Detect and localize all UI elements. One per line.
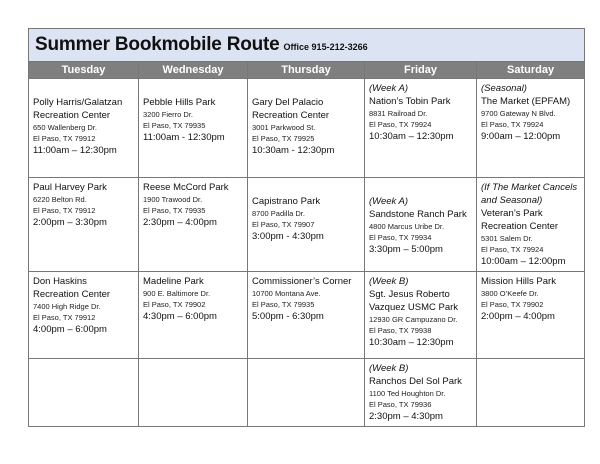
stop-city: El Paso, TX 79935	[143, 121, 206, 130]
stop-cell	[365, 359, 477, 427]
stop-street: 1100 Ted Houghton Dr.	[369, 389, 446, 398]
stop-city: El Paso, TX 79924	[369, 120, 432, 129]
stop-name: Polly Harris/Galatzan Recreation Center	[33, 97, 123, 121]
stop-cell	[29, 178, 139, 272]
stop-time: 11:00am – 12:30pm	[33, 145, 117, 156]
stop-cell	[365, 272, 477, 359]
stop-time: 2:30pm – 4:30pm	[369, 411, 443, 422]
stop-name: Commissioner’s Corner	[252, 276, 352, 287]
stop-name: Sgt. Jesus Roberto Vazquez USMC Park	[369, 289, 459, 313]
stop-name: Mission Hills Park	[481, 276, 556, 287]
stop-cell	[365, 79, 477, 178]
stop-city: El Paso, TX 79912	[33, 134, 96, 143]
stop-street: 1900 Trawood Dr.	[143, 195, 203, 204]
title-row	[29, 29, 585, 62]
stop-cell	[248, 272, 365, 359]
schedule-sheet	[28, 28, 584, 427]
stop-note: (Week B)	[369, 363, 409, 374]
day-header-tuesday: Tuesday	[29, 62, 139, 79]
stop-city: El Paso, TX 79934	[369, 233, 432, 242]
stop-street: 9700 Gateway N Blvd.	[481, 109, 556, 118]
stop-street: 6220 Belton Rd.	[33, 195, 87, 204]
stop-name: Gary Del Palacio Recreation Center	[252, 97, 330, 121]
stop-time: 10:30am - 12:30pm	[252, 145, 335, 156]
stop-name: Sandstone Ranch Park	[369, 209, 467, 220]
stop-name: Ranchos Del Sol Park	[369, 376, 462, 387]
stop-street: 900 E. Baltimore Dr.	[143, 289, 211, 298]
stop-city: El Paso, TX 79936	[369, 400, 432, 409]
stop-note: (Week A)	[369, 83, 409, 94]
stop-note: (If The Market Cancels and Seasonal)	[481, 182, 578, 206]
empty-cell	[477, 359, 585, 427]
stop-cell	[139, 178, 248, 272]
stop-street: 8831 Railroad Dr.	[369, 109, 428, 118]
stop-street: 3200 Fierro Dr.	[143, 110, 194, 119]
stop-city: El Paso, TX 79912	[33, 206, 96, 215]
stop-street: 8700 Padilla Dr.	[252, 209, 305, 218]
stop-time: 4:00pm – 6:00pm	[33, 324, 107, 335]
stop-city: El Paso, TX 79924	[481, 245, 544, 254]
stop-city: El Paso, TX 79935	[143, 206, 206, 215]
stop-city: El Paso, TX 79935	[252, 300, 315, 309]
table-row	[29, 272, 585, 359]
stop-street: 3001 Parkwood St.	[252, 123, 316, 132]
table-row	[29, 79, 585, 178]
stop-name: The Market (EPFAM)	[481, 96, 571, 107]
office-phone: Office 915-212-3266	[283, 42, 368, 52]
stop-city: El Paso, TX 79938	[369, 326, 432, 335]
empty-cell	[248, 359, 365, 427]
stop-time: 4:30pm – 6:00pm	[143, 311, 217, 322]
stop-note: (Week A)	[369, 196, 409, 207]
stop-time: 10:30am – 12:30pm	[369, 337, 454, 348]
stop-time: 2:30pm – 4:00pm	[143, 217, 217, 228]
stop-time: 3:30pm – 5:00pm	[369, 244, 443, 255]
stop-time: 3:00pm - 4:30pm	[252, 231, 324, 242]
stop-cell	[248, 178, 365, 272]
day-header-thursday: Thursday	[248, 62, 365, 79]
stop-cell	[365, 178, 477, 272]
day-header-wednesday: Wednesday	[139, 62, 248, 79]
stop-cell	[29, 79, 139, 178]
stop-city: El Paso, TX 79925	[252, 134, 315, 143]
stop-name: Pebble Hills Park	[143, 97, 216, 108]
stop-street: 3800 O’Keefe Dr.	[481, 289, 539, 298]
stop-street: 4800 Marcus Uribe Dr.	[369, 222, 445, 231]
stop-time: 2:00pm – 4:00pm	[481, 311, 555, 322]
stop-name: Reese McCord Park	[143, 182, 229, 193]
stop-time: 11:00am - 12:30pm	[143, 132, 225, 143]
stop-city: El Paso, TX 79912	[33, 313, 96, 322]
stop-name: Paul Harvey Park	[33, 182, 107, 193]
stop-street: 7400 High Ridge Dr.	[33, 302, 101, 311]
stop-city: El Paso, TX 79902	[143, 300, 206, 309]
stop-cell	[477, 178, 585, 272]
stop-time: 10:00am – 12:00pm	[481, 256, 566, 267]
table-row	[29, 178, 585, 272]
stop-cell	[477, 79, 585, 178]
day-header-saturday: Saturday	[477, 62, 585, 79]
route-table	[28, 28, 585, 427]
stop-cell	[29, 272, 139, 359]
stop-time: 9:00am – 12:00pm	[481, 131, 561, 142]
day-header-row	[29, 62, 585, 79]
day-header-friday: Friday	[365, 62, 477, 79]
stop-street: 5301 Salem Dr.	[481, 234, 533, 243]
stop-street: 12930 GR Campuzano Dr.	[369, 315, 458, 324]
stop-cell	[477, 272, 585, 359]
stop-name: Nation’s Tobin Park	[369, 96, 451, 107]
stop-cell	[139, 272, 248, 359]
table-row	[29, 359, 585, 427]
stop-time: 2:00pm – 3:30pm	[33, 217, 107, 228]
stop-note: (Week B)	[369, 276, 409, 287]
stop-cell	[139, 79, 248, 178]
stop-street: 10700 Montana Ave.	[252, 289, 321, 298]
empty-cell	[29, 359, 139, 427]
stop-street: 650 Wallenberg Dr.	[33, 123, 97, 132]
stop-name: Madeline Park	[143, 276, 204, 287]
stop-name: Don Haskins Recreation Center	[33, 276, 111, 300]
stop-name: Veteran’s Park Recreation Center	[481, 208, 559, 232]
stop-city: El Paso, TX 79907	[252, 220, 315, 229]
empty-cell	[139, 359, 248, 427]
stop-city: El Paso, TX 79902	[481, 300, 544, 309]
stop-note: (Seasonal)	[481, 83, 527, 94]
page-title: Summer Bookmobile Route	[35, 34, 280, 55]
stop-city: El Paso, TX 79924	[481, 120, 544, 129]
stop-name: Capistrano Park	[252, 196, 321, 207]
stop-cell	[248, 79, 365, 178]
stop-time: 10:30am – 12:30pm	[369, 131, 454, 142]
stop-time: 5:00pm - 6:30pm	[252, 311, 324, 322]
